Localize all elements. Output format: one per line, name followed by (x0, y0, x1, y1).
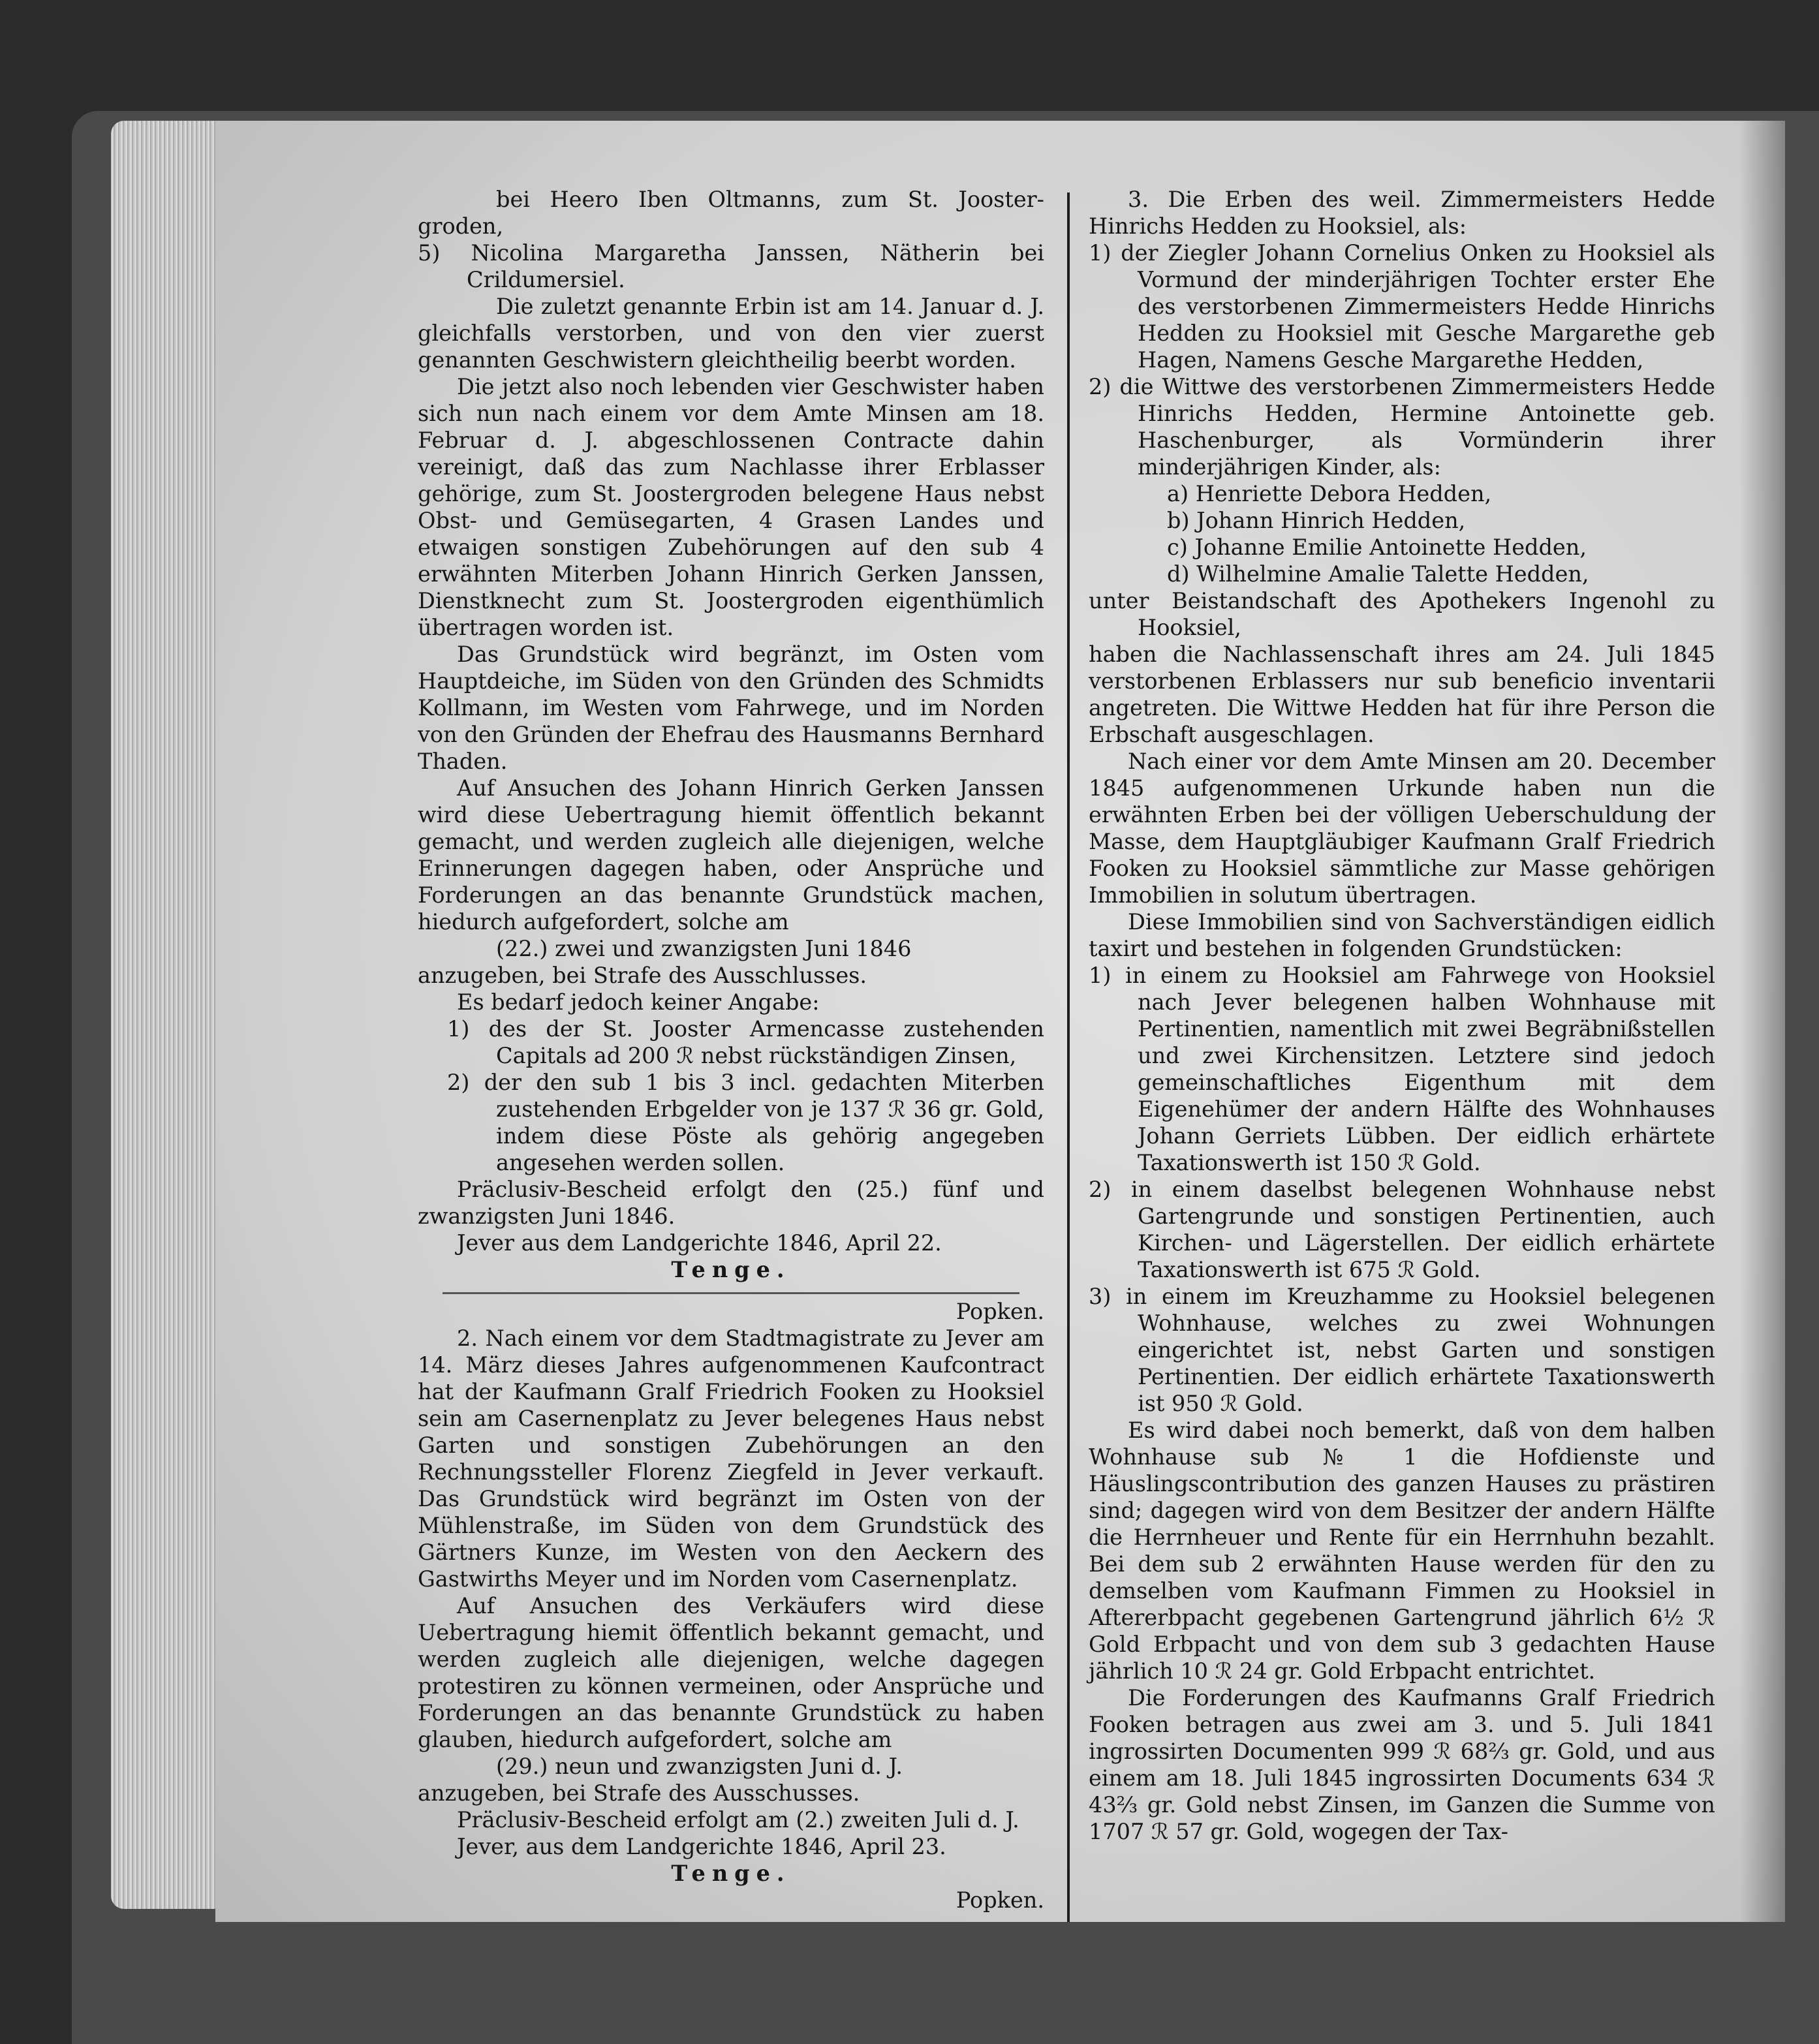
paragraph: a) Henriette Debora Hedden, (1167, 481, 1492, 506)
paragraph: 1) des der St. Jooster Armencasse zustehenden Capitals ad 200 ℛ nebst rückständigen Zinsen, (447, 1016, 1044, 1068)
page-gutter-shadow (1739, 121, 1785, 1922)
paragraph: Auf Ansuchen des Verkäufers wird diese Uebertragung hiemit öffentlich bekannt gemacht, und werden zugleich alle diejenigen, welche dagegen protestiren zu können vermeinen, oder Ansprüche und Forderungen an das benannte Grundstück zu haben glauben, hiedurch aufgefordert, solche am (418, 1593, 1044, 1752)
paragraph: 1) der Ziegler Johann Cornelius Onken zu Hooksiel als Vormund der minderjährigen Tochter erster Ehe des verstorbenen Zimmermeisters Hedde Hinrichs Hedden zu Hooksiel mit Gesche Margarethe geb Hagen, Namens Gesche Margarethe Hedden, (1089, 240, 1715, 373)
paragraph: haben die Nachlassenschaft ihres am 24. Juli 1845 verstorbenen Erblassers nur sub beneficio inventarii angetreten. Die Wittwe Hedden hat für ihre Person die Erbschaft ausgeschlagen. (1089, 642, 1715, 747)
paragraph: unter Beistandschaft des Apothekers Ingenohl zu Hooksiel, (1089, 588, 1715, 640)
book-page (215, 121, 1785, 1922)
paragraph: Tenge. (671, 1257, 791, 1282)
paragraph: 1) in einem zu Hooksiel am Fahrwege von Hooksiel nach Jever belegenen halben Wohnhause mit Pertinentien, namentlich mit zwei Begräbnißstellen und zwei Kirchensitzen. Letztere sind jedoch gemeinschaftliches Eigenthum mit dem Eigenehümer der andern Hälfte des Wohnhauses Johann Gerriets Lübben. Der eidlich erhärtete Taxationswerth ist 150 ℛ Gold. (1089, 963, 1715, 1175)
paragraph: Die zuletzt genannte Erbin ist am 14. Januar d. J. gleichfalls verstorben, und von den vier zuerst genannten Geschwistern gleichtheilig beerbt worden. (418, 294, 1044, 373)
paragraph: bei Heero Iben Oltmanns, zum St. Jooster-groden, (418, 187, 1044, 239)
paragraph: Das Grundstück wird begränzt, im Osten vom Hauptdeiche, im Süden von den Gründen des Schmidts Kollmann, im Westen vom Fahrwege, und im Norden von den Gründen der Ehefrau des Hausmanns Bernhard Thaden. (418, 642, 1044, 774)
paragraph: Präclusiv-Bescheid erfolgt am (2.) zweiten Juli d. J. (457, 1807, 1019, 1833)
paragraph: anzugeben, bei Strafe des Ausschusses. (418, 1780, 860, 1806)
paragraph: (29.) neun und zwanzigsten Juni d. J. (496, 1754, 903, 1779)
paragraph: d) Wilhelmine Amalie Talette Hedden, (1167, 561, 1589, 587)
paragraph: b) Johann Hinrich Hedden, (1167, 508, 1466, 533)
left-column (418, 186, 1044, 1913)
paragraph: anzugeben, bei Strafe des Ausschlusses. (418, 963, 867, 988)
paragraph: 3) in einem im Kreuzhamme zu Hooksiel belegenen Wohnhause, welches zu zwei Wohnungen eingerichtet ist, nebst Garten und sonstigen Pertinentien. Der eidlich erhärtete Taxationswerth ist 950 ℛ Gold. (1089, 1284, 1715, 1416)
section-divider (443, 1292, 1019, 1294)
paragraph: Jever aus dem Landgerichte 1846, April 22. (457, 1230, 942, 1256)
paragraph: 2) die Wittwe des verstorbenen Zimmermeisters Hedde Hinrichs Hedden, Hermine Antoinette geb. Haschenburger, als Vormünderin ihrer minderjährigen Kinder, als: (1089, 374, 1715, 480)
paragraph: Präclusiv-Bescheid erfolgt den (25.) fünf und zwanzigsten Juni 1846. (418, 1177, 1044, 1229)
paragraph: Popken. (956, 1299, 1044, 1324)
paragraph: Jever, aus dem Landgerichte 1846, April 23. (457, 1834, 946, 1859)
paragraph: (22.) zwei und zwanzigsten Juni 1846 (496, 936, 912, 961)
paragraph: Nach einer vor dem Amte Minsen am 20. December 1845 aufgenommenen Urkunde haben nun die erwähnten Erben bei der völligen Ueberschuldung der Masse, dem Hauptgläubiger Kaufmann Gralf Friedrich Fooken zu Hooksiel sämmtliche zur Masse gehörigen Immobilien in solutum übertragen. (1089, 749, 1715, 908)
paragraph: 5) Nicolina Margaretha Janssen, Nätherin bei Crildumersiel. (418, 240, 1044, 292)
paragraph: Auf Ansuchen des Johann Hinrich Gerken Janssen wird diese Uebertragung hiemit öffentlich bekannt gemacht, und werden zugleich alle diejenigen, welche Erinnerungen dagegen haben, oder Ansprüche und Forderungen an das benannte Grundstück machen, hiedurch aufgefordert, solche am (418, 775, 1044, 935)
paragraph: 2. Nach einem vor dem Stadtmagistrate zu Jever am 14. März dieses Jahres aufgenommenen Kaufcontract hat der Kaufmann Gralf Friedrich Fooken zu Hooksiel sein am Casernenplatz zu Jever belegenes Haus nebst Garten und sonstigen Zubehörungen an den Rechnungssteller Florenz Ziegfeld in Jever verkauft. Das Grundstück wird begränzt im Osten von der Mühlenstraße, im Süden von dem Grundstück des Gärtners Kunze, im Westen von den Aeckern des Gastwirths Meyer und im Norden vom Casernenplatz. (418, 1325, 1044, 1592)
paragraph: 2) in einem daselbst belegenen Wohnhause nebst Gartengrunde und sonstigen Pertinentien, auch Kirchen- und Lägerstellen. Der eidlich erhärtete Taxationswerth ist 675 ℛ Gold. (1089, 1177, 1715, 1282)
right-column (1089, 186, 1715, 1845)
paragraph: 3. Die Erben des weil. Zimmermeisters Hedde Hinrichs Hedden zu Hooksiel, als: (1089, 187, 1715, 239)
paragraph: c) Johanne Emilie Antoinette Hedden, (1167, 534, 1587, 560)
paragraph: Tenge. (671, 1861, 791, 1886)
paragraph: Die Forderungen des Kaufmanns Gralf Friedrich Fooken betragen aus zwei am 3. und 5. Juli 1841 ingrossirten Documenten 999 ℛ 68⅔ gr. Gold, und aus einem am 18. Juli 1845 ingrossirten Documents 634 ℛ 43⅔ gr. Gold nebst Zinsen, im Ganzen die Summe von 1707 ℛ 57 gr. Gold, wogegen der Tax- (1089, 1685, 1715, 1844)
paragraph: Es wird dabei noch bemerkt, daß von dem halben Wohnhause sub № 1 die Hofdienste und Häuslingscontribution des ganzen Hauses zu prästiren sind; dagegen wird von dem Besitzer der andern Hälfte die Herrnheuer und Rente für ein Herrnhuhn bezahlt. Bei dem sub 2 erwähnten Hause werden für den zu demselben vom Kaufmann Fimmen zu Hooksiel in Aftererbpacht gegebenen Gartengrund jährlich 6½ ℛ Gold Erbpacht und von dem sub 3 gedachten Hause jährlich 10 ℛ 24 gr. Gold Erbpacht entrichtet. (1089, 1417, 1715, 1684)
paragraph: Es bedarf jedoch keiner Angabe: (457, 989, 820, 1015)
paragraph: 2) der den sub 1 bis 3 incl. gedachten Miterben zustehenden Erbgelder von je 137 ℛ 36 gr. Gold, indem diese Pöste als gehörig angegeben angesehen werden sollen. (447, 1070, 1044, 1175)
paragraph: Popken. (956, 1887, 1044, 1913)
paragraph: Die jetzt also noch lebenden vier Geschwister haben sich nun nach einem vor dem Amte Minsen am 18. Februar d. J. abgeschlossenen Contracte dahin vereinigt, daß das zum Nachlasse ihrer Erblasser gehörige, zum St. Joostergroden belegene Haus nebst Obst- und Gemüsegarten, 4 Grasen Landes und etwaigen sonstigen Zubehörungen auf den sub 4 erwähnten Miterben Johann Hinrich Gerken Janssen, Dienstknecht zum St. Joostergroden eigenthümlich übertragen worden ist. (418, 374, 1044, 640)
paragraph: Diese Immobilien sind von Sachverständigen eidlich taxirt und bestehen in folgenden Grundstücken: (1089, 909, 1715, 961)
column-rule (1067, 193, 1070, 1922)
